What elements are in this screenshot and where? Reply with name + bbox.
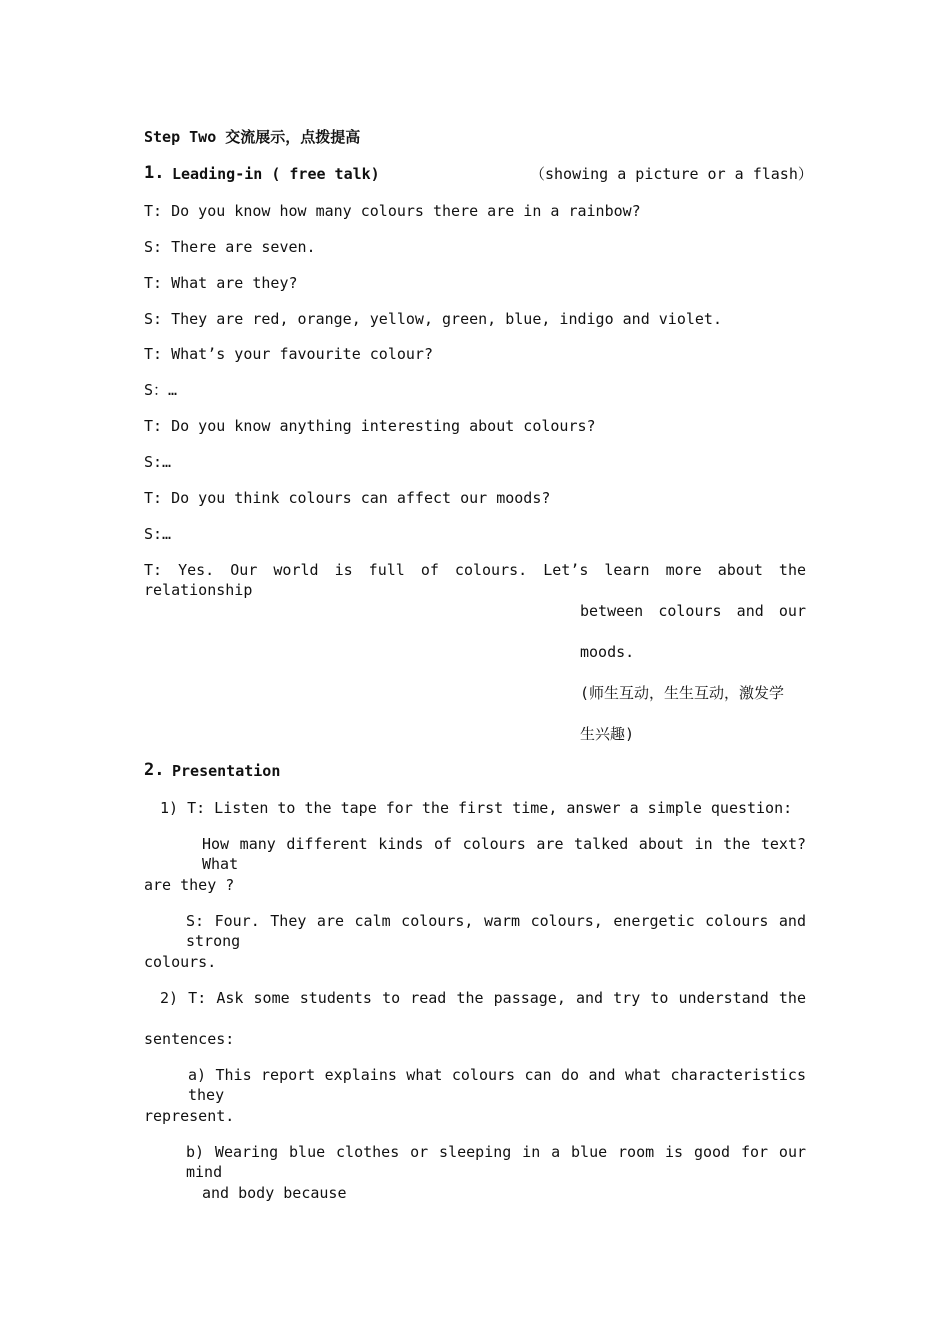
teacher-comment: 生兴趣) — [580, 725, 635, 743]
dialogue-line: T: What’s your favourite colour? — [144, 345, 433, 363]
dialogue-line: S:… — [144, 453, 172, 471]
sentence-item: represent. — [144, 1107, 235, 1125]
section-1-number: 1. — [144, 163, 165, 183]
closing-line: T: Yes. Our world is full of colours. Let’s learn more about the relationship — [144, 561, 806, 599]
sentence-item: and body because — [202, 1184, 347, 1202]
step-heading: Step Two 交流展示，点拨提高 — [144, 128, 361, 146]
presentation-item: sentences: — [144, 1030, 235, 1048]
section-1-note: （showing a picture or a flash） — [530, 165, 813, 183]
dialogue-line: S: They are red, orange, yellow, green, blue, indigo and violet. — [144, 310, 722, 328]
presentation-item: 2) T: Ask some students to read the passage, and try to understand the — [160, 989, 806, 1007]
presentation-item: 1) T: Listen to the tape for the first time, answer a simple question: — [160, 799, 793, 817]
dialogue-line: T: What are they? — [144, 274, 298, 292]
dialogue-line: S: There are seven. — [144, 238, 316, 256]
closing-line: moods. — [580, 643, 635, 661]
sentence-item: a) This report explains what colours can do and what characteristics they — [188, 1066, 806, 1104]
dialogue-line: T: Do you know how many colours there are in a rainbow? — [144, 202, 641, 220]
section-2-number: 2. — [144, 760, 165, 780]
section-1-title: Leading-in ( free talk) — [172, 165, 380, 183]
presentation-item: are they ? — [144, 876, 235, 894]
student-answer: S: Four. They are calm colours, warm colours, energetic colours and strong — [186, 912, 806, 950]
teacher-comment: (师生互动，生生互动，激发学 — [580, 684, 785, 702]
dialogue-line: T: Do you know anything interesting about colours? — [144, 417, 596, 435]
dialogue-line: S:… — [144, 525, 172, 543]
closing-line: between colours and our — [580, 602, 806, 620]
dialogue-line: T: Do you think colours can affect our moods? — [144, 489, 551, 507]
sentence-item: b) Wearing blue clothes or sleeping in a blue room is good for our mind — [186, 1143, 806, 1181]
student-answer: colours. — [144, 953, 217, 971]
section-2-title: Presentation — [172, 762, 281, 780]
dialogue-line: S：… — [144, 381, 178, 399]
presentation-item: How many different kinds of colours are talked about in the text? What — [202, 835, 806, 873]
